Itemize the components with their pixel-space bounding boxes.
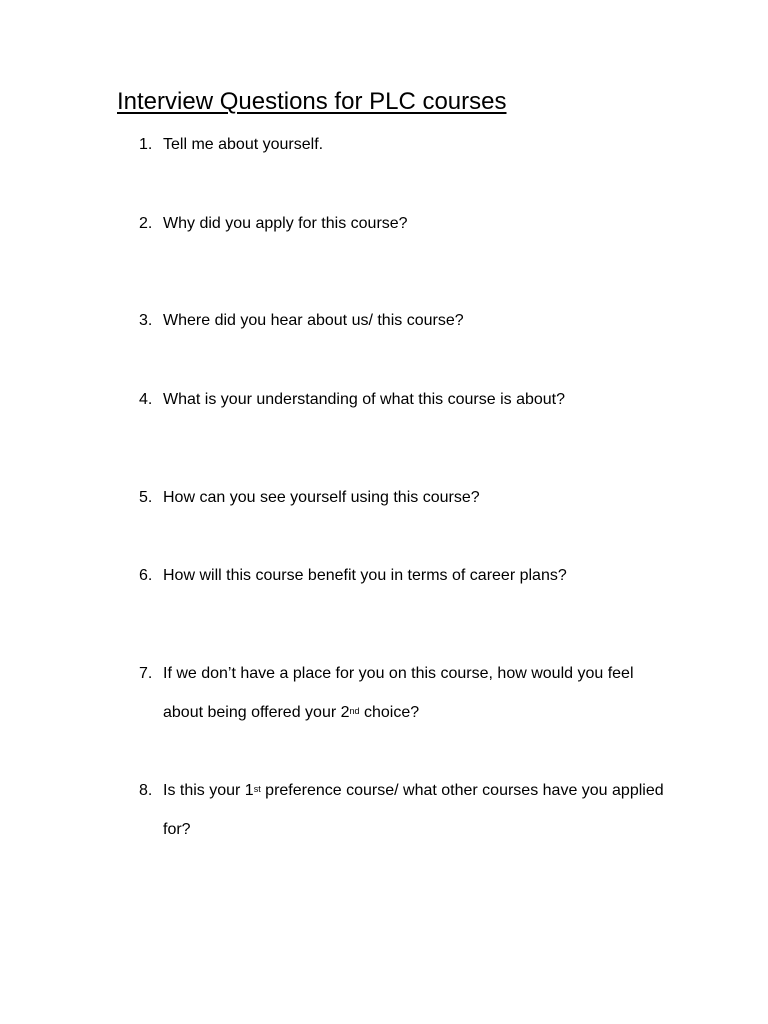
- question-line-text: preference course/ what other courses have you applied: [260, 782, 664, 799]
- question-number: 7.: [139, 665, 153, 682]
- question-number: 5.: [139, 489, 153, 506]
- question-text: [163, 771, 753, 849]
- ordinal-suffix: st: [253, 784, 261, 794]
- question-number: 1.: [139, 136, 153, 153]
- question-text: [163, 125, 753, 164]
- question-line: [163, 771, 753, 810]
- question-line: [163, 693, 753, 732]
- question-line: What is your understanding of what this course is about?: [163, 391, 565, 408]
- question-number: 4.: [139, 391, 153, 408]
- question-line: How will this course benefit you in terms of career plans?: [163, 567, 567, 584]
- question-line: How can you see yourself using this course?: [163, 489, 480, 506]
- document-title: Interview Questions for PLC courses: [117, 88, 507, 115]
- question-number: 8.: [139, 782, 153, 799]
- question-line-text: about being offered your 2: [163, 704, 350, 721]
- question-text: [163, 204, 753, 243]
- question-line: for?: [163, 821, 191, 838]
- question-line: Why did you apply for this course?: [163, 215, 408, 232]
- question-text: [163, 556, 753, 595]
- question-text: [163, 380, 753, 419]
- question-number: 6.: [139, 567, 153, 584]
- question-line: If we don’t have a place for you on this course, how would you feel: [163, 665, 634, 682]
- ordinal-suffix: nd: [349, 706, 360, 716]
- question-number: 2.: [139, 215, 153, 232]
- question-line: Where did you hear about us/ this course?: [163, 312, 464, 329]
- question-text: [163, 654, 753, 732]
- question-line: Tell me about yourself.: [163, 136, 324, 153]
- question-line-text: Is this your 1: [163, 782, 254, 799]
- question-text: [163, 301, 753, 340]
- question-line-text: choice?: [359, 704, 420, 721]
- question-text: [163, 478, 753, 517]
- question-number: 3.: [139, 312, 153, 329]
